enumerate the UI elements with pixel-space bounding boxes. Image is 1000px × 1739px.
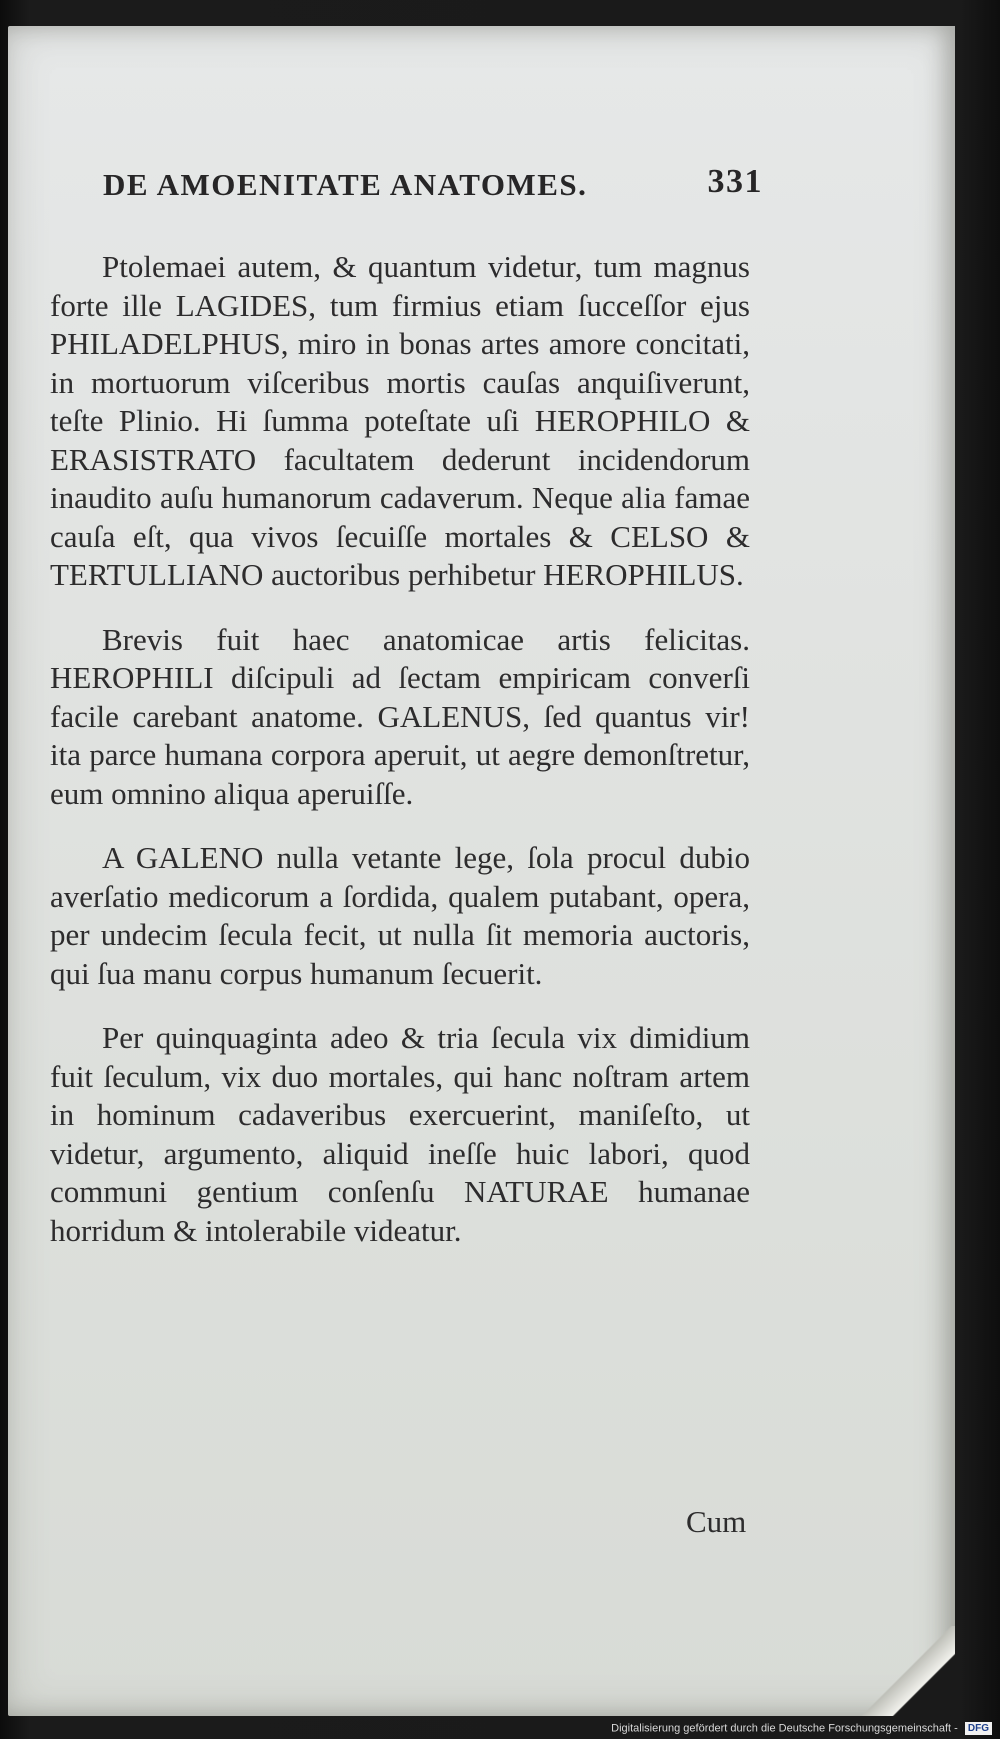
dfg-logo-icon: DFG	[965, 1722, 992, 1735]
paragraph-1: Ptolemaei autem, & quantum videtur, tum magnus forte ille LAGIDES, tum firmius etiam ſucceſſor ejus PHILADELPHUS, miro in bonas artes amore concitati, in mortuorum viſceribus mortis cauſas anquiſiverunt, teſte Plinio. Hi ſumma poteſtate uſi HEROPHILO & ERASISTRATO facultatem dederunt incidendorum inaudito auſu humanorum cadaverum. Neque alia famae cauſa eſt, qua vivos ſecuiſſe mortales & CELSO & TERTULLIANO auctoribus perhibetur HEROPHILUS.	[50, 249, 750, 592]
paragraph-3: A GALENO nulla vetante lege, ſola procul dubio averſatio medicorum a ſordida, qualem putabant, opera, per undecim ſecula fecit, ut nulla ſit memoria auctoris, qui ſua manu corpus humanum ſecuerit.	[50, 840, 750, 991]
running-head	[98, 161, 763, 211]
page-number: 331	[707, 163, 763, 200]
digitization-credit	[611, 1722, 992, 1735]
running-head-title: DE AMOENITATE ANATOMES.	[103, 167, 588, 202]
paragraph-4: Per quinquaginta adeo & tria ſecula vix dimidium fuit ſeculum, vix duo mortales, qui hanc noſtram artem in hominum cadaveribus exercuerint, maniſeſto, ut videtur, argumento, aliquid ineſſe huic labori, quod communi gentium conſenſu NATURAE humanae horridum & intolerabile videatur.	[50, 1020, 750, 1248]
body-text	[50, 248, 750, 1276]
catchword: Cum	[686, 1504, 747, 1539]
digitization-credit-text: Digitalisierung gefördert durch die Deutsche Forschungsgemeinschaft -	[611, 1722, 958, 1735]
book-page	[8, 26, 955, 1716]
paragraph-2: Brevis fuit haec anatomicae artis felicitas. HEROPHILI diſcipuli ad ſectam empiricam converſi facile carebant anatome. GALENUS, ſed quantus vir! ita parce humana corpora aperuit, ut aegre demonſtretur, eum omnino aliqua aperuiſſe.	[50, 621, 750, 811]
